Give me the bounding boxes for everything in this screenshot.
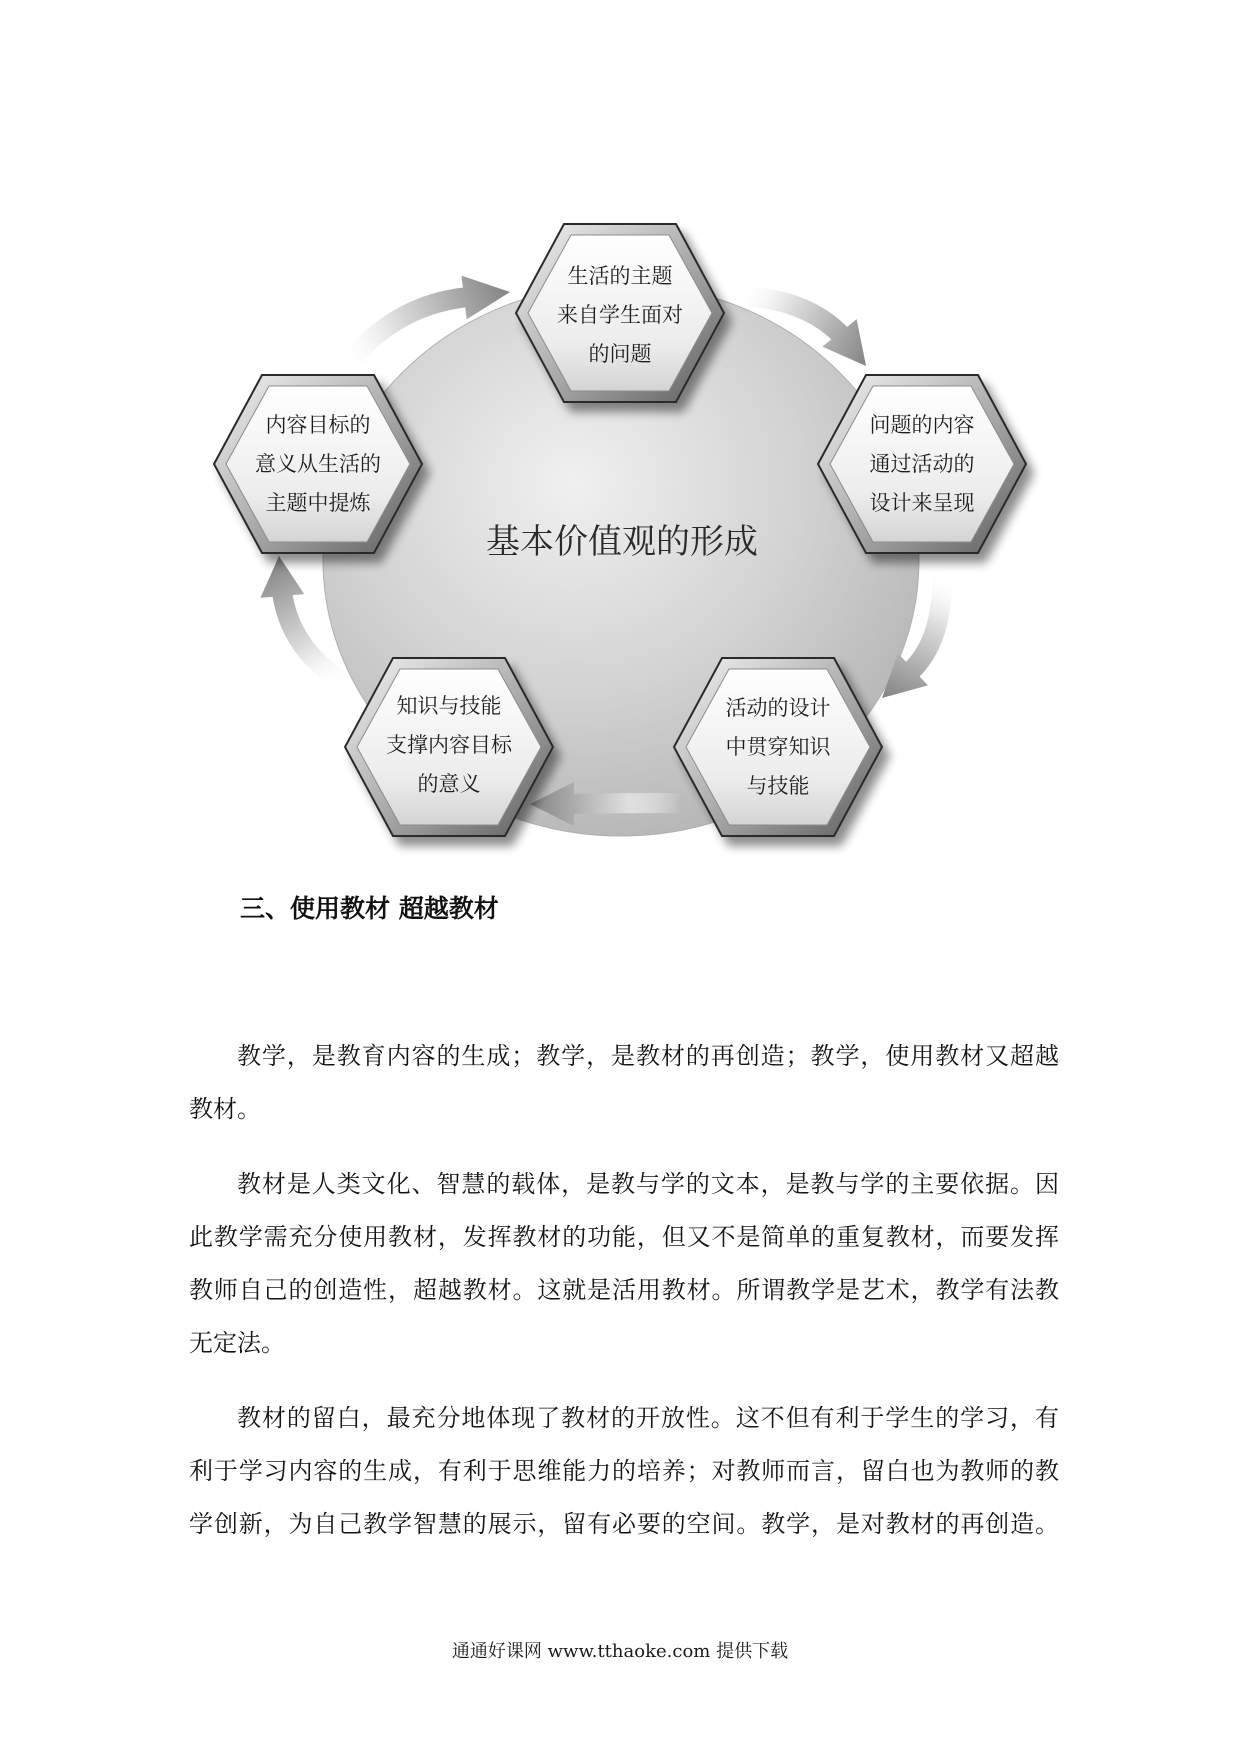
hexagon-label-line: 意义从生活的 bbox=[255, 452, 381, 476]
hexagon-label-line: 中贯穿知识 bbox=[725, 735, 831, 759]
hexagon-label-line: 支撑内容目标 bbox=[386, 733, 512, 757]
body-text bbox=[189, 1030, 1059, 1573]
paragraph-line: 教学，是教育内容的生成；教学，是教材的再创造；教学，使用教材又超越 bbox=[237, 1042, 1059, 1070]
paragraph-line: 教材的留白，最充分地体现了教材的开放性。这不但有利于学生的学习，有 bbox=[237, 1404, 1059, 1432]
hexagon-label-line: 的问题 bbox=[588, 342, 652, 366]
diagram-center-label: 基本价值观的形成 bbox=[486, 522, 758, 562]
hexagon-label-line: 的意义 bbox=[417, 772, 481, 796]
paragraph bbox=[189, 1030, 1059, 1136]
paragraph-line: 无定法。 bbox=[189, 1329, 285, 1357]
paragraph-line: 学创新，为自己教学智慧的展示，留有必要的空间。教学，是对教材的再创造。 bbox=[189, 1510, 1059, 1538]
paragraph-line: 此教学需充分使用教材，发挥教材的功能，但又不是简单的重复教材，而要发挥 bbox=[189, 1223, 1059, 1251]
paragraph bbox=[189, 1158, 1059, 1370]
hexagon-label-line: 通过活动的 bbox=[869, 452, 975, 476]
hexagon-label-line: 主题中提炼 bbox=[265, 491, 371, 515]
hexagon-label-line: 来自学生面对 bbox=[557, 303, 683, 327]
paragraph-line: 教材。 bbox=[189, 1095, 261, 1123]
paragraph-line: 教师自己的创造性，超越教材。这就是活用教材。所谓教学是艺术，教学有法教 bbox=[189, 1276, 1059, 1304]
page-footer: 通通好课网 www.tthaoke.com 提供下载 bbox=[451, 1641, 789, 1662]
hexagon-label-line: 问题的内容 bbox=[869, 413, 975, 437]
hexagon-label-line: 设计来呈现 bbox=[869, 491, 975, 515]
section-heading: 三、使用教材 超越教材 bbox=[240, 894, 499, 923]
hexagon-label-line: 内容目标的 bbox=[265, 413, 371, 437]
hexagon-label-line: 与技能 bbox=[746, 774, 810, 798]
hexagon-label-line: 知识与技能 bbox=[396, 694, 502, 718]
paragraph bbox=[189, 1392, 1059, 1551]
flow-arrow-head bbox=[260, 556, 304, 598]
flow-arrow-shaft bbox=[570, 803, 680, 804]
hexagon-label-line: 活动的设计 bbox=[725, 696, 831, 720]
paragraph-line: 利于学习内容的生成，有利于思维能力的培养；对教师而言，留白也为教师的教 bbox=[189, 1457, 1059, 1485]
paragraph-line: 教材是人类文化、智慧的载体，是教与学的文本，是教与学的主要依据。因 bbox=[237, 1170, 1059, 1198]
hexagon-label-line: 生活的主题 bbox=[567, 264, 673, 288]
